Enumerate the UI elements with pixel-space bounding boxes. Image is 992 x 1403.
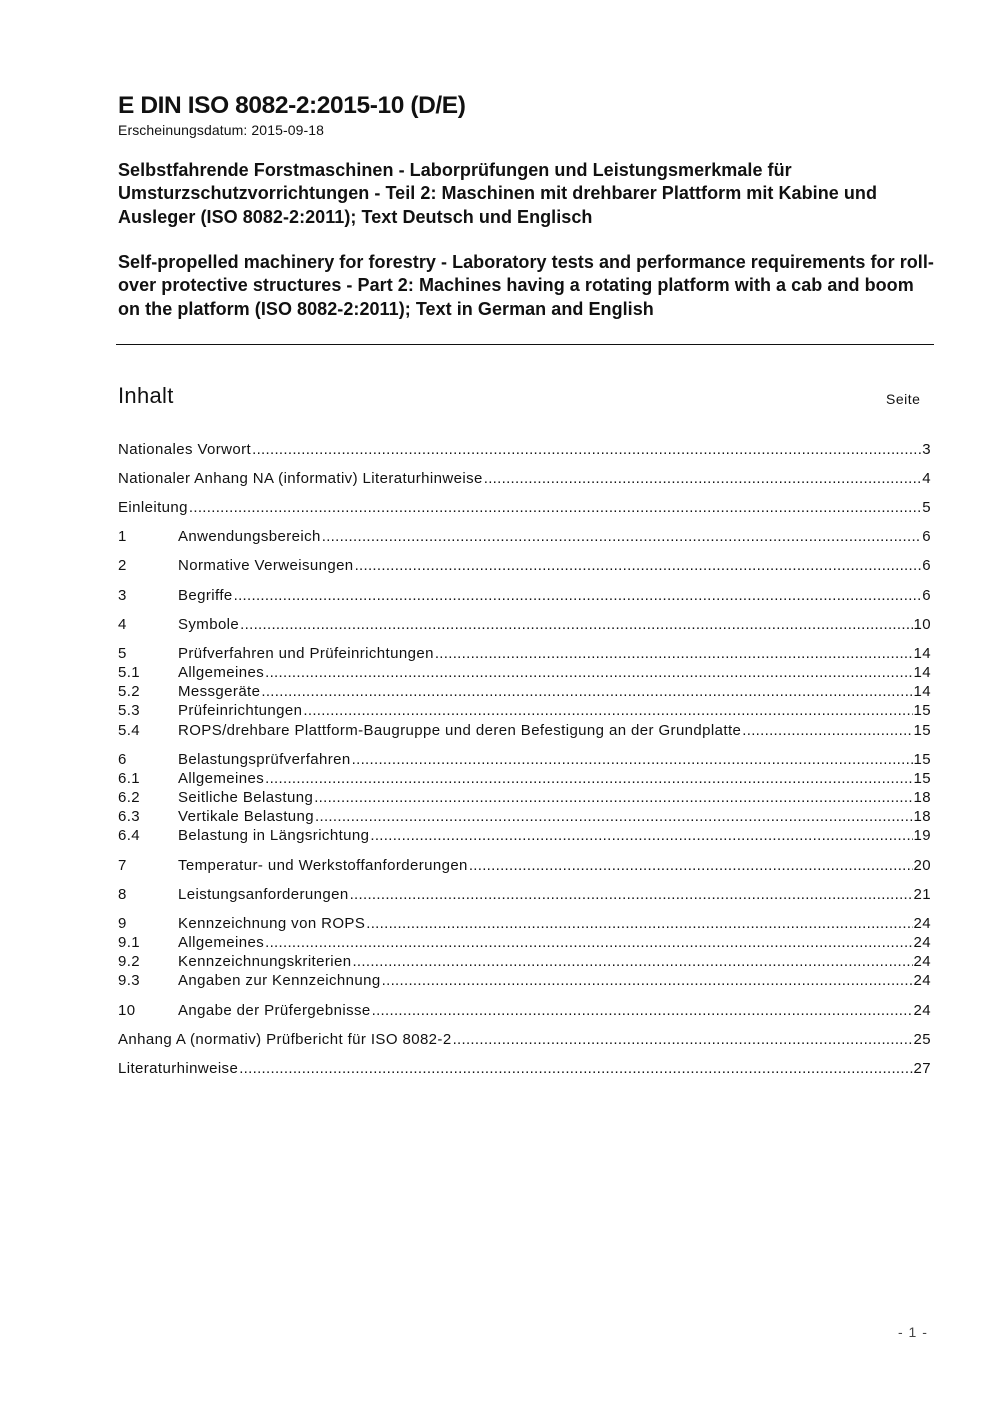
toc-entry-number: 3 xyxy=(118,587,127,604)
document-title: E DIN ISO 8082-2:2015-10 (D/E) xyxy=(118,92,466,119)
toc-entry-number: 8 xyxy=(118,886,127,903)
toc-entry-page: 18 xyxy=(913,808,931,825)
toc-leader xyxy=(469,856,913,875)
toc-leader xyxy=(315,807,912,826)
toc-entry[interactable] xyxy=(118,826,931,845)
toc-leader xyxy=(453,1030,913,1049)
toc-entry-number: 5.4 xyxy=(118,722,141,739)
toc-entry-number: 6 xyxy=(118,751,127,768)
toc-page-label: Seite xyxy=(886,391,921,407)
toc-entry-page: 6 xyxy=(922,587,931,604)
toc-entry-title: Allgemeines xyxy=(178,664,265,681)
toc-entry-number: 9.3 xyxy=(118,972,141,989)
toc-leader xyxy=(352,952,912,971)
toc-entry-number: 9.1 xyxy=(118,934,141,951)
toc-entry-page: 15 xyxy=(913,722,931,739)
toc-leader xyxy=(252,440,921,459)
toc-entry-number: 5.3 xyxy=(118,702,141,719)
toc-entry-title: Belastung in Längsrichtung xyxy=(178,827,370,844)
toc-leader xyxy=(350,885,913,904)
toc-entry[interactable] xyxy=(118,469,931,488)
toc-entry-title: Seitliche Belastung xyxy=(178,789,314,806)
toc-entry-page: 4 xyxy=(922,470,931,487)
toc-entry[interactable] xyxy=(118,750,931,769)
toc-entry-title: ROPS/drehbare Plattform-Baugruppe und deren Befestigung an der Grundplatte xyxy=(178,722,742,739)
toc-leader xyxy=(435,644,913,663)
toc-entry[interactable] xyxy=(118,1030,931,1049)
toc-entry-page: 25 xyxy=(913,1031,931,1048)
toc-entry-title: Anwendungsbereich xyxy=(178,528,321,545)
toc-entry[interactable] xyxy=(118,663,931,682)
toc-entry[interactable] xyxy=(118,914,931,933)
toc-leader xyxy=(303,701,912,720)
toc-entry-page: 24 xyxy=(913,934,931,951)
toc-entry[interactable] xyxy=(118,527,931,546)
toc-entry-title: Leistungsanforderungen xyxy=(178,886,349,903)
toc-entry-title: Nationales Vorwort xyxy=(118,441,252,458)
toc-entry-title: Vertikale Belastung xyxy=(178,808,315,825)
toc-entry-page: 14 xyxy=(913,645,931,662)
toc-leader xyxy=(352,750,913,769)
toc-leader xyxy=(366,914,912,933)
toc-entry-page: 24 xyxy=(913,915,931,932)
toc-leader xyxy=(382,971,913,990)
publication-date: Erscheinungsdatum: 2015-09-18 xyxy=(118,122,325,138)
toc-entry-page: 3 xyxy=(922,441,931,458)
toc-entry[interactable] xyxy=(118,933,931,952)
toc-leader xyxy=(239,1059,912,1078)
toc-entry-number: 5.2 xyxy=(118,683,141,700)
toc-entry[interactable] xyxy=(118,586,931,605)
toc-entry-title: Temperatur- und Werkstoffanforderungen xyxy=(178,857,468,874)
toc-entry-number: 6.3 xyxy=(118,808,141,825)
toc-entry[interactable] xyxy=(118,769,931,788)
toc-entry-title: Kennzeichnung von ROPS xyxy=(178,915,366,932)
toc-entry-title: Messgeräte xyxy=(178,683,261,700)
toc-leader xyxy=(370,826,912,845)
toc-entry-title: Anhang A (normativ) Prüfbericht für ISO 8082-2 xyxy=(118,1031,452,1048)
toc-entry-page: 24 xyxy=(913,1002,931,1019)
toc-entry-page: 15 xyxy=(913,770,931,787)
toc-entry-page: 19 xyxy=(913,827,931,844)
toc-entry[interactable] xyxy=(118,885,931,904)
toc-entry-page: 14 xyxy=(913,683,931,700)
toc-entry-page: 15 xyxy=(913,751,931,768)
toc-entry-number: 9.2 xyxy=(118,953,141,970)
toc-entry-page: 6 xyxy=(922,557,931,574)
toc-entry[interactable] xyxy=(118,701,931,720)
toc-leader xyxy=(240,615,912,634)
toc-leader xyxy=(261,682,912,701)
toc-entry-title: Nationaler Anhang NA (informativ) Literaturhinweise xyxy=(118,470,483,487)
toc-entry-number: 6.1 xyxy=(118,770,141,787)
toc-entry-number: 10 xyxy=(118,1002,136,1019)
toc-leader xyxy=(322,527,922,546)
toc-entry-page: 5 xyxy=(922,499,931,516)
toc-leader xyxy=(189,498,921,517)
toc-entry[interactable] xyxy=(118,644,931,663)
toc-leader xyxy=(355,556,922,575)
toc-heading: Inhalt xyxy=(118,383,174,408)
toc-entry-number: 4 xyxy=(118,616,127,633)
toc-entry-title: Angaben zur Kennzeichnung xyxy=(178,972,381,989)
toc-entry[interactable] xyxy=(118,721,931,740)
toc-entry[interactable] xyxy=(118,498,931,517)
toc-entry-number: 9 xyxy=(118,915,127,932)
toc-entry-title: Belastungsprüfverfahren xyxy=(178,751,351,768)
toc-entry[interactable] xyxy=(118,556,931,575)
toc-entry-page: 14 xyxy=(913,664,931,681)
toc-entry[interactable] xyxy=(118,807,931,826)
toc-leader xyxy=(265,663,912,682)
toc-leader xyxy=(265,769,912,788)
toc-entry-page: 27 xyxy=(913,1060,931,1077)
title-english: Self-propelled machinery for forestry - Laboratory tests and performance requirements for roll-over protective structures - Part 2: Machines having a rotating platform with a cab and boom on the platform (ISO 8082-2:2011); Text in German and English xyxy=(118,252,934,319)
toc-entry-title: Literaturhinweise xyxy=(118,1060,239,1077)
toc-entry-page: 10 xyxy=(913,616,931,633)
toc-entry[interactable] xyxy=(118,1001,931,1020)
toc-leader xyxy=(372,1001,913,1020)
toc-entry[interactable] xyxy=(118,1059,931,1078)
toc-entry-title: Begriffe xyxy=(178,587,233,604)
toc-entry-page: 6 xyxy=(922,528,931,545)
header-divider xyxy=(116,344,934,345)
toc-entry-title: Prüfeinrichtungen xyxy=(178,702,303,719)
toc-entry-page: 21 xyxy=(913,886,931,903)
toc-entry[interactable] xyxy=(118,440,931,459)
toc-entry-number: 6.2 xyxy=(118,789,141,806)
toc-entry-number: 2 xyxy=(118,557,127,574)
toc-entry-number: 6.4 xyxy=(118,827,141,844)
toc-leader xyxy=(742,721,912,740)
toc-entry-number: 5.1 xyxy=(118,664,141,681)
toc-entry[interactable] xyxy=(118,615,931,634)
toc-entry[interactable] xyxy=(118,952,931,971)
toc-leader xyxy=(234,586,922,605)
toc-entry-page: 18 xyxy=(913,789,931,806)
toc-entry-title: Normative Verweisungen xyxy=(178,557,354,574)
toc-entry-title: Symbole xyxy=(178,616,240,633)
toc-entry-page: 20 xyxy=(913,857,931,874)
toc-entry-title: Einleitung xyxy=(118,499,188,516)
toc-entry-number: 1 xyxy=(118,528,127,545)
toc-entry-title: Angabe der Prüfergebnisse xyxy=(178,1002,371,1019)
toc-entry-title: Prüfverfahren und Prüfeinrichtungen xyxy=(178,645,434,662)
toc-entry[interactable] xyxy=(118,788,931,807)
page-number: - 1 - xyxy=(898,1324,928,1340)
toc-entry-number: 7 xyxy=(118,857,127,874)
title-german: Selbstfahrende Forstmaschinen - Laborprüfungen und Leistungsmerkmale für Umsturzschutzvorrichtungen - Teil 2: Maschinen mit drehbarer Plattform mit Kabine und Ausleger (ISO 8082-2:2011); Text Deutsch und Englisch xyxy=(118,160,878,227)
toc-leader xyxy=(265,933,912,952)
toc-entry[interactable] xyxy=(118,971,931,990)
toc-entry[interactable] xyxy=(118,682,931,701)
toc-entry-title: Kennzeichnungskriterien xyxy=(178,953,352,970)
toc-entry[interactable] xyxy=(118,856,931,875)
toc-entry-title: Allgemeines xyxy=(178,934,265,951)
toc-entry-page: 24 xyxy=(913,972,931,989)
toc-entry-number: 5 xyxy=(118,645,127,662)
toc-entry-page: 24 xyxy=(913,953,931,970)
toc-leader xyxy=(314,788,912,807)
toc-leader xyxy=(484,469,922,488)
toc-entry-title: Allgemeines xyxy=(178,770,265,787)
toc-entry-page: 15 xyxy=(913,702,931,719)
